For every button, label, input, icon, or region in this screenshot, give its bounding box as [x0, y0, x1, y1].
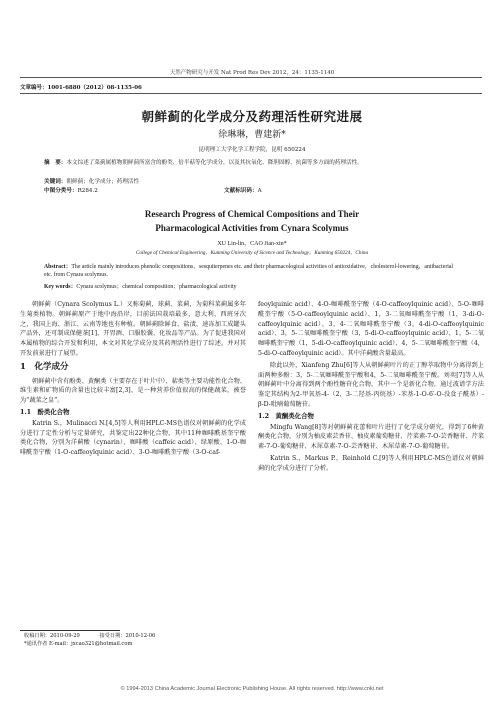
clc-label: 中图分类号：	[44, 188, 78, 194]
copyright-footer: © 1994-2013 China Academic Journal Electronic Publishing House. All rights reserved. http://www.cnki.net	[120, 686, 384, 692]
intro-paragraph: 朝鲜蓟（Cynara Scolymus L.）又称菊蓟，球蓟、菜蓟，为菊科菜蓟属多年生菊类植物。朝鲜蓟原产于地中海沿岸，目前法国栽培最多，意大利、西班牙次之，我国上海、浙江、云南等地也有种植。朝鲜蓟除鲜食、盐渍、速冻加工成罐头产品外，还可制成保健茶[1]、开胃酒、口服胶囊、化妆品等产品。为了促进我国对本属植物的综合开发和利用，本文对其化学成分及其药理活性进行了综述，并对其开发前景进行了展望。	[20, 301, 246, 357]
title-en-line-1: Research Progress of Chemical Compositions and Their	[144, 209, 360, 219]
article-number: 文章编号：1001-6880（2012）08-1135-06	[20, 85, 142, 91]
affiliation-zh: 昆明理工大学化学工程学院，昆明 650224	[198, 147, 306, 153]
abstract-en-text: The article mainly introduces phenolic compositions，sesquiterpenes etc. and their pharmacological activities of antioxidative，cholesterol-lowering，antibacterial etc. from Cynara scolymus.	[44, 264, 454, 279]
subsection-1-1-heading	[20, 408, 246, 418]
meta-rule	[20, 93, 482, 94]
header-rule	[20, 77, 482, 78]
section-1-number: 1	[20, 361, 26, 372]
right-col-paragraph-2: 除此以外，Xianfeng Zhu[6]等人从朝鲜蓟叶片的正丁醇萃取物中分离得到上面两种多酚：3，5-二氧咖啡酰奎宁酸和4，5-二氧咖啡酰奎宁酸。刘奕[7]等人从朝鲜蓟叶中分离得到两个酚性糖苷化合物，其中一个是新化合物，通过波谱学方法鉴定其结构为2-甲氧基-4-（2，3-二羟基-丙烷基）-苯基-1-O-6′-O-没食子酰基）-β-D-吡喃葡萄糖苷。	[258, 361, 484, 408]
clc-number	[44, 187, 98, 195]
document-code	[224, 187, 262, 195]
journal-header: 天然产物研究与开发 Nat Prod Res Dev 2012，24：1135-1140	[169, 70, 335, 76]
corresponding-author: *通讯作者 E-mail：jxcao321@hotmail.com	[24, 640, 133, 647]
subsection-1-1-paragraph: Katrin S.，Mulinacci N.[4,5]等人利用HPLC-MS色谱仪对朝鲜蓟的化学成分进行了定性分析与定量研究，共鉴定出22种化合物，其中11种咖啡酰基奎宁酸类化合物，分别为洋蓟酸（cynarin）、咖啡酸（caffeic acid）、绿原酸、1-O-咖啡酰奎宁酸（1-O-caffeoylquinic acid）、3-O-咖啡酰奎宁酸（3-O-caf-	[20, 419, 246, 457]
keywords-zh-text: 朝鲜蓟；化学成分；药理活性	[66, 179, 140, 185]
section-1-heading	[20, 363, 246, 373]
footnote-rule	[20, 630, 120, 631]
title-en	[0, 207, 504, 235]
affiliation-en: College of Chemical Engineering，Kunming University of Sicence and Technology，Kunming 650224，China	[135, 250, 369, 256]
keywords-en-text: Cynara scolymus；chemical composition；pharmacological activity	[76, 284, 237, 290]
abstract-en-label: Abstract：	[44, 264, 72, 270]
right-col-paragraph-3: Mingfu Wang[8]等对朝鲜蓟花蕾和叶片进行了化学成分研究，得到了6种黄酮类化合物，分别为柚皮素芸香苷、柚皮素葡萄糖苷、芹菜素-7-O-芸香糖苷、芹菜素-7-O-葡萄糖苷、木犀草素-7-O-芸香糖苷、木犀草素-7-O-葡萄糖苷。	[258, 423, 484, 451]
authors-zh: 徐琳琳，曹建新*	[218, 130, 286, 140]
subsection-1-2-title: 黄酮类化合物	[275, 411, 314, 420]
title-en-line-2: Pharmacological Activities from Cynara Scolymus	[155, 223, 349, 233]
received-date: 收稿日期：2010-09-29	[24, 633, 80, 639]
authors-en: XU Lin-lin，CAO Jian-xin*	[217, 241, 287, 247]
keywords-zh	[44, 178, 460, 186]
title-zh: 朝鲜蓟的化学成分及药理活性研究进展	[141, 109, 363, 124]
document-code-value: A	[257, 188, 262, 194]
subsection-1-2-number: 1.2	[258, 411, 270, 420]
accepted-date: 接受日期：2010-12-06	[99, 633, 156, 639]
footnote	[24, 633, 246, 648]
left-column	[20, 300, 246, 460]
keywords-en-label: Key words：	[44, 284, 77, 290]
abstract-zh-label: 摘 要：	[44, 160, 67, 166]
right-col-paragraph-4: Katrin S.，Markus P.，Reinhold C.[9]等人利用HPLC-MS色谱仪对朝鲜蓟的化学成分进行了分析。	[258, 454, 484, 472]
clc-value: R284.2	[77, 188, 98, 194]
keywords-zh-label: 关键词：	[44, 179, 67, 185]
section-1-title: 化学成分	[34, 361, 69, 372]
document-code-label: 文献标识码：	[224, 188, 258, 194]
keywords-en	[44, 283, 460, 291]
abstract-en	[44, 263, 460, 280]
subsection-1-2-heading	[258, 412, 484, 422]
right-col-continuation: feoylquinic acid）、4-O-咖啡酰奎宁酸（4-O-caffeoylquinic acid）、5-O-咖啡酰奎宁酸（5-O-caffeoylquinic acid）、1，3-二氧咖啡酰奎宁酸（1，3-di-O-caffeoylquinic acid）、3，4-二氧咖啡酰奎宁酸（3，4-di-O-caffeoylquinic acid）、3，5-二氧咖啡酰奎宁酸（3，5-di-O-caffeoylquinic acid）、1，5-二氧咖啡酰奎宁酸（1，5-di-O-caffeoylquinic acid）、4，5-二氧咖啡酰奎宁酸（4，5-di-O-caffeoylquinic acid）。其中洋蓟酸含量最高。	[258, 301, 484, 357]
right-column	[258, 300, 484, 476]
abstract-zh	[44, 159, 460, 167]
subsection-1-1-number: 1.1	[20, 407, 32, 416]
subsection-1-1-title: 酚类化合物	[37, 407, 70, 416]
abstract-zh-text: 本文综述了菜蓟属植物朝鲜蓟所富含的酚类、倍半萜等化学成分，以及其抗氧化、降胆固醇、抗菌等多方面的药理活性。	[66, 160, 363, 166]
section-1-paragraph: 朝鲜蓟中含有酚类、黄酮类（主要存在于叶片中）、萜类等主要功能性化合物、维生素和矿物质的含量也比较丰富[2,3]，是一种营养价值很高的保健蔬菜，被誉为“蔬菜之皇”。	[20, 377, 246, 405]
